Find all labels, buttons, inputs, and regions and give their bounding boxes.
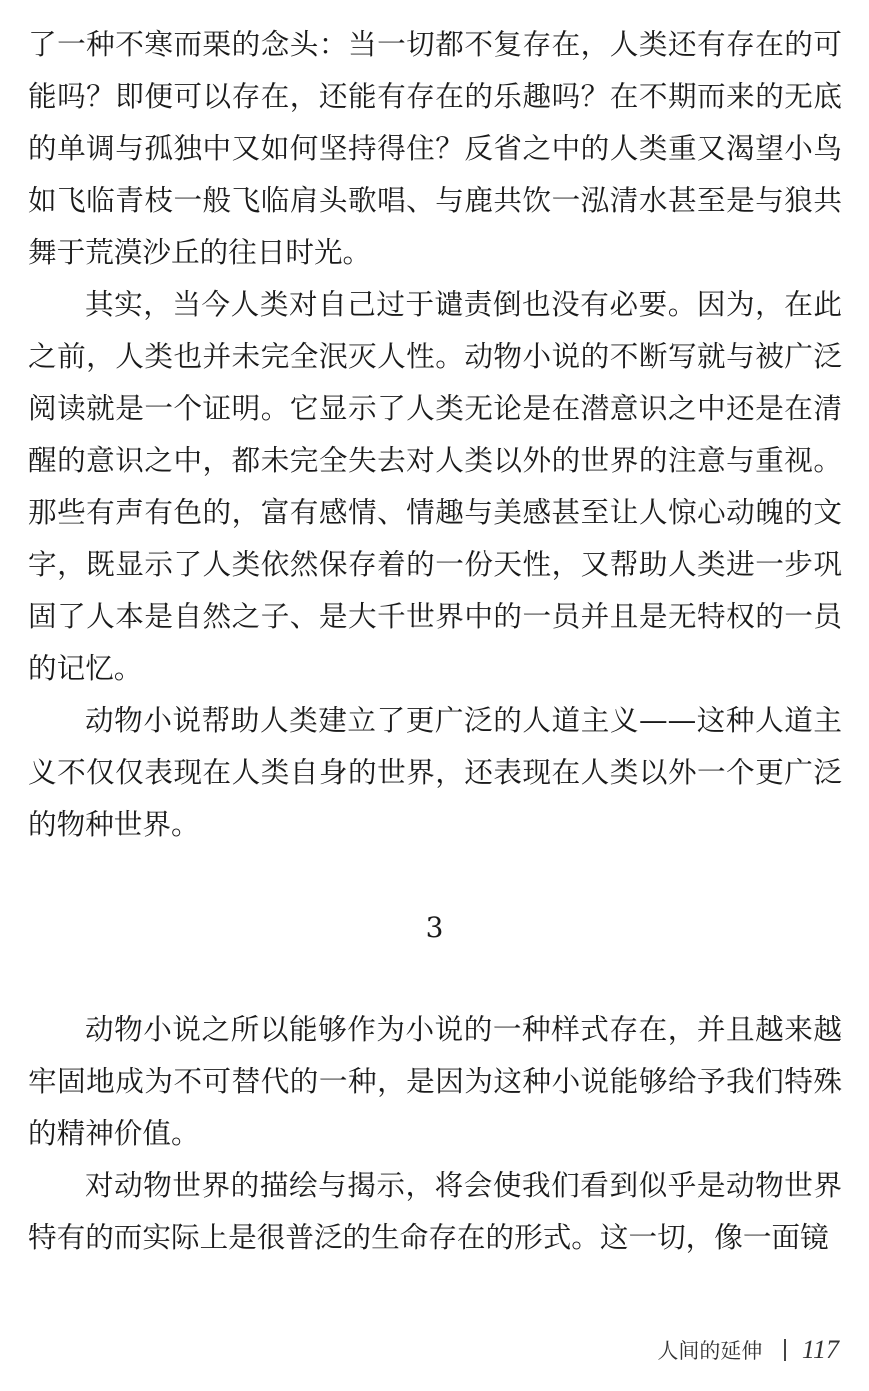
page-number: 117: [801, 1335, 839, 1364]
paragraph: 其实，当今人类对自己过于谴责倒也没有必要。因为，在此之前，人类也并未完全泯灭人性。动物小说的不断写就与被广泛阅读就是一个证明。它显示了人类无论是在潜意识之中还是在清醒的意识之中，都未完全失去对人类以外的世界的注意与重视。那些有声有色的，富有感情、情趣与美感甚至让人惊心动魄的文字，既显示了人类依然保存着的一份天性，又帮助人类进一步巩固了人本是自然之子、是大千世界中的一员并且是无特权的一员的记忆。: [28, 287, 842, 685]
paragraph: 对动物世界的描绘与揭示，将会使我们看到似乎是动物世界特有的而实际上是很普泛的生命存在的形式。这一切，像一面镜: [28, 1168, 842, 1254]
body-text-bottom: [28, 1003, 842, 1263]
paragraph-continued: 了一种不寒而栗的念头：当一切都不复存在，人类还有存在的可能吗？即便可以存在，还能有存在的乐趣吗？在不期而来的无底的单调与孤独中又如何坚持得住？反省之中的人类重又渴望小鸟如飞临青枝一般飞临肩头歌唱、与鹿共饮一泓清水甚至是与狼共舞于荒漠沙丘的往日时光。: [28, 27, 842, 269]
paragraph: 动物小说帮助人类建立了更广泛的人道主义——这种人道主义不仅仅表现在人类自身的世界，还表现在人类以外一个更广泛的物种世界。: [28, 703, 842, 841]
section-number: 3: [425, 911, 444, 944]
footer-divider: [784, 1339, 786, 1361]
page-footer: [657, 1330, 839, 1370]
running-title: 人间的延伸: [657, 1339, 763, 1363]
paragraph: 动物小说之所以能够作为小说的一种样式存在，并且越来越牢固地成为不可替代的一种，是因为这种小说能够给予我们特殊的精神价值。: [28, 1012, 842, 1150]
body-text-top: [28, 18, 842, 850]
